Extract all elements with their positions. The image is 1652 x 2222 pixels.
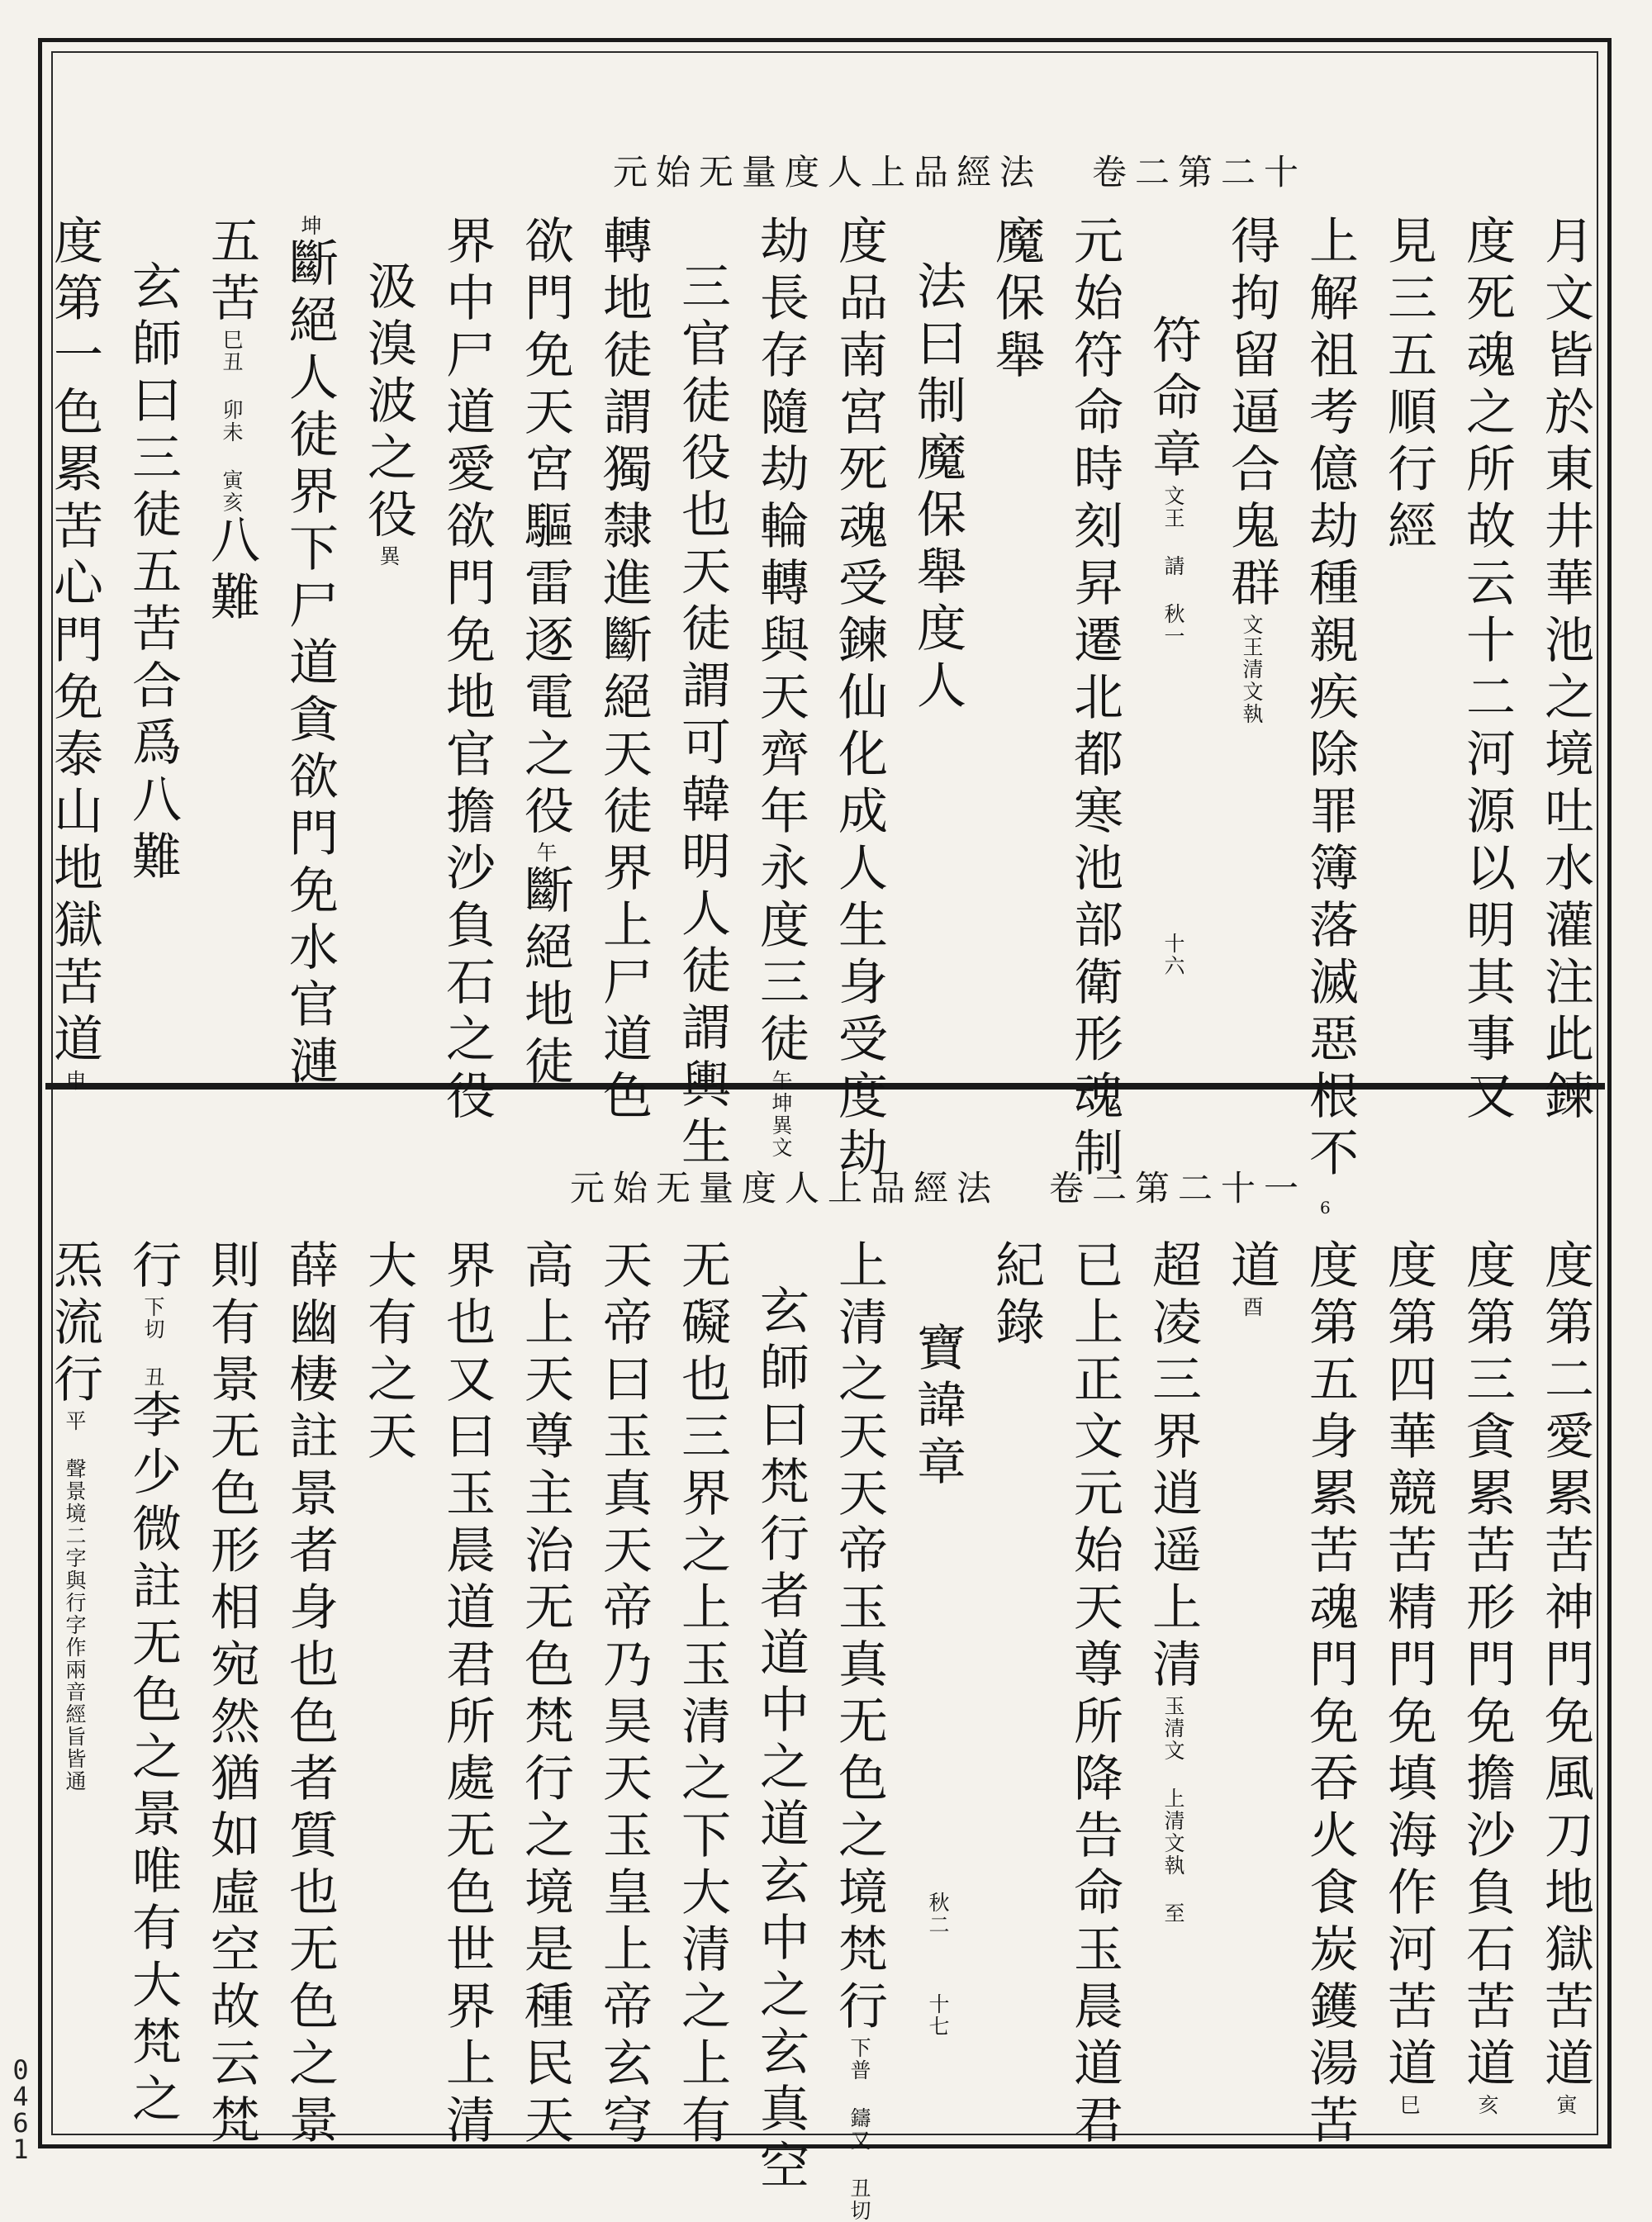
text-segment: 寶諱章 — [909, 1322, 966, 1493]
text-column — [909, 1239, 966, 2205]
annotation-note: 平 聲 — [63, 1410, 87, 1480]
page-bottom-mark: 6 — [1320, 1198, 1331, 1218]
text-column — [45, 215, 103, 1092]
text-column — [673, 215, 731, 1172]
text-column — [45, 1239, 103, 2123]
text-segment: 李少微註无色之景唯有大梵之 — [124, 1389, 182, 2129]
page-top-text — [45, 215, 1594, 1184]
text-column — [359, 215, 417, 1086]
text-segment: 高上天尊主治无色梵行之境是種民天 — [516, 1239, 574, 2151]
text-segment: 五苦 — [202, 215, 260, 329]
text-segment: 度品南宮死魂受鍊仙化成人生身受度劫 — [830, 215, 888, 1184]
annotation-note: 玉清文 上清文執 至 — [1161, 1695, 1185, 1925]
text-column — [1536, 215, 1594, 1127]
text-segment: 度第三貪累苦形門免擔沙負石苦道 — [1458, 1239, 1516, 2094]
text-segment: 无礙也三界之上玉清之下大清之上有 — [673, 1239, 731, 2151]
text-column — [359, 1239, 417, 2123]
annotation-note: 下切 丑 — [141, 1296, 165, 1389]
text-column — [830, 215, 888, 1184]
text-column — [202, 215, 260, 1041]
text-column — [1066, 1239, 1123, 2151]
text-segment: 劫長存隨劫輪轉與天齊年永度三徒 — [752, 215, 809, 1070]
text-segment: 元始符命時刻昇遷北都寒池部衛形魂制 — [1066, 215, 1123, 1184]
page-top-header — [612, 152, 1307, 192]
text-segment: 見三五順行經 — [1379, 215, 1437, 557]
text-segment: 大有之天 — [359, 1239, 417, 1467]
text-column — [752, 1239, 809, 2196]
text-column — [830, 1239, 888, 2222]
text-segment: 欲門免天宮驅雷逐電之役 — [516, 215, 574, 842]
text-segment: 得拘留逼合鬼群 — [1222, 215, 1280, 614]
text-segment: 符命章 — [1144, 314, 1202, 485]
annotation-note: 秋二 — [926, 1892, 950, 1936]
page-top-section: 卷二第二十 — [1091, 152, 1307, 192]
text-column — [281, 1239, 339, 2151]
annotation-note: 巳 — [1397, 2094, 1421, 2116]
text-column — [909, 215, 966, 1086]
text-segment: 薛幽棲註景者身也色者質也无色之景 — [281, 1239, 339, 2151]
side-digit: 0 — [12, 2054, 29, 2086]
text-segment: 度死魂之所故云十二河源以明其事又 — [1458, 215, 1516, 1127]
annotation-note: 坤 — [298, 215, 322, 237]
text-segment: 上解祖考億劫種親疾除罪簿落滅惡根不 — [1301, 215, 1359, 1184]
text-column — [1301, 215, 1359, 1184]
annotation-note: 亥 — [1475, 2094, 1499, 2116]
annotation-note: 文王 請 秋一 — [1161, 485, 1185, 648]
annotation-note: 午坤異文 — [769, 1070, 793, 1159]
text-column — [1144, 1239, 1202, 2123]
text-column — [438, 215, 496, 1127]
text-segment: 轉地徒謂獨隸進斷絕天徒界上尸道色 — [595, 215, 653, 1127]
text-segment: 已上正文元始天尊所降告命玉晨道君 — [1066, 1239, 1123, 2151]
text-segment: 法曰制魔保舉度人 — [909, 260, 966, 716]
text-segment: 八難 — [202, 514, 260, 628]
annotation-note: 下普 鑄又 丑切 — [847, 2037, 871, 2222]
text-column — [1144, 215, 1202, 1140]
text-segment: 玄師曰梵行者道中之道玄中之玄真空 — [752, 1284, 809, 2196]
text-column — [752, 215, 809, 1159]
text-column — [1458, 1239, 1516, 2123]
text-segment: 超凌三界逍遥上清 — [1144, 1239, 1202, 1695]
annotation-note: 寅 — [1554, 2094, 1578, 2116]
text-column — [438, 1239, 496, 2151]
annotation-note: 巳丑 卯未 寅亥 — [220, 329, 244, 514]
annotation-note: 景境二字與行字作兩音經旨皆通 — [63, 1480, 87, 1792]
text-column — [1222, 1239, 1280, 2123]
text-segment — [909, 1936, 966, 1993]
text-segment: 紀錄 — [987, 1239, 1045, 1353]
text-segment — [1144, 648, 1202, 933]
annotation-note: 異 — [377, 545, 401, 567]
text-segment — [909, 1493, 966, 1892]
page-top-title: 元始无量度人上品經法 — [612, 152, 1042, 192]
page-divider — [45, 1083, 1605, 1090]
text-column — [1458, 215, 1516, 1127]
text-segment: 斷絕地徒 — [516, 864, 574, 1092]
text-column — [516, 215, 574, 1092]
annotation-note: 十六 — [1161, 933, 1185, 977]
text-segment: 行 — [124, 1239, 182, 1296]
annotation-note: 文王清文執 — [1240, 614, 1264, 725]
text-column — [202, 1239, 260, 2151]
text-segment: 三官徒役也天徒謂可韓明人徒謂輿生 — [673, 260, 731, 1172]
side-digit: 1 — [12, 2134, 29, 2165]
annotation-note: 午 — [534, 842, 558, 864]
text-column — [1379, 1239, 1437, 2123]
side-page-number — [8, 2054, 33, 2165]
text-column — [1301, 1239, 1359, 2151]
text-column — [281, 215, 339, 1092]
text-segment: 玄師曰三徒五苦合爲八難 — [124, 260, 182, 887]
text-segment: 上清之天天帝玉真无色之境梵行 — [830, 1239, 888, 2037]
text-column — [595, 1239, 653, 2151]
text-segment: 度第五身累苦魂門免吞火食炭鑊湯苦 — [1301, 1239, 1359, 2151]
text-segment: 度第四華競苦精門免填海作河苦道 — [1379, 1239, 1437, 2094]
text-segment: 度第二愛累苦神門免風刀地獄苦道 — [1536, 1239, 1594, 2094]
text-column — [1379, 215, 1437, 1041]
text-column — [987, 1239, 1045, 2123]
text-column — [673, 1239, 731, 2151]
text-column — [1066, 215, 1123, 1184]
text-segment: 炁流行 — [45, 1239, 103, 1410]
text-column — [987, 215, 1045, 1041]
annotation-note: 十七 — [926, 1993, 950, 2038]
text-segment: 汲溴波之役 — [359, 260, 417, 545]
text-column — [516, 1239, 574, 2151]
side-digit: 4 — [12, 2081, 29, 2112]
text-column — [595, 215, 653, 1127]
page-bottom-title: 元始无量度人上品經法 — [569, 1168, 999, 1208]
text-column — [124, 1239, 182, 2129]
text-segment: 界也又曰玉晨道君所處无色世界上清 — [438, 1239, 496, 2151]
page-bottom-header — [569, 1168, 1307, 1208]
side-digit: 6 — [12, 2107, 29, 2139]
text-segment: 斷絕人徒界下尸道貪欲門免水官漣 — [281, 237, 339, 1092]
text-column — [1536, 1239, 1594, 2123]
text-segment: 天帝曰玉真天帝乃昊天玉皇上帝玄穹 — [595, 1239, 653, 2151]
page-bottom-text — [45, 1239, 1594, 2222]
text-segment: 月文皆於東井華池之境吐水灌注此鍊 — [1536, 215, 1594, 1127]
text-segment: 則有景无色形相宛然猶如虛空故云梵 — [202, 1239, 260, 2151]
text-segment: 界中尸道愛欲門免地官擔沙負石之役 — [438, 215, 496, 1127]
text-segment: 度第一色累苦心門免泰山地獄苦道 — [45, 215, 103, 1070]
text-column — [124, 215, 182, 1086]
annotation-note: 酉 — [1240, 1296, 1264, 1318]
text-segment: 魔保舉 — [987, 215, 1045, 386]
text-column — [1222, 215, 1280, 1041]
annotation-note: 申 — [63, 1070, 87, 1092]
page-bottom-section: 卷二第二十一 — [1048, 1168, 1307, 1208]
text-segment: 道 — [1222, 1239, 1280, 1296]
